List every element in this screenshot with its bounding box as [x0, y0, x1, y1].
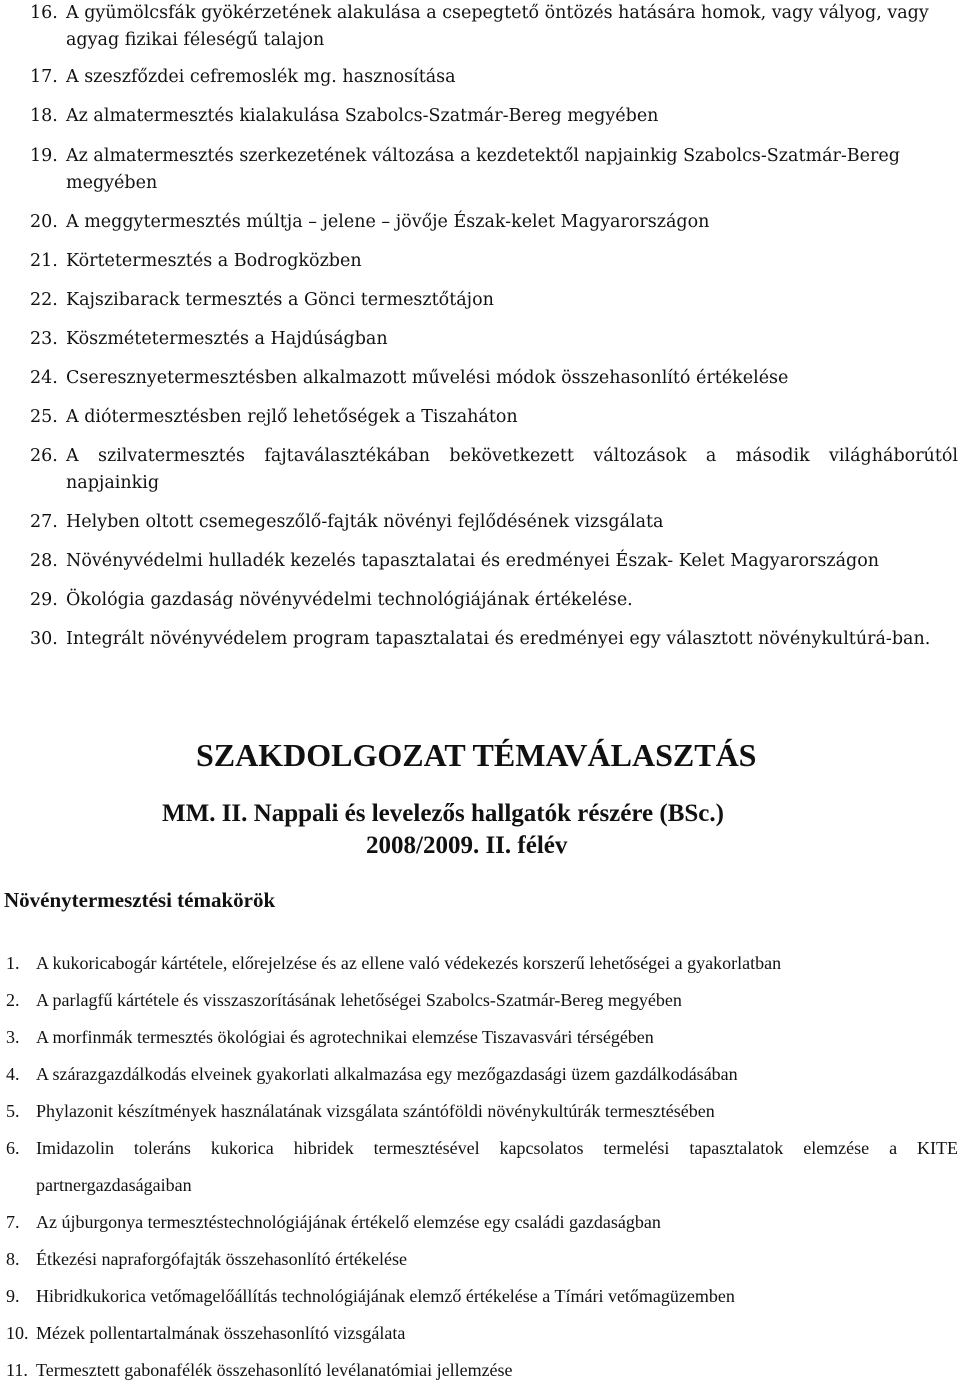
list-item	[30, 143, 958, 197]
list-item	[6, 1352, 958, 1389]
list-item	[30, 404, 958, 431]
item-text: Ökológia gazdaság növényvédelmi technológiájának értékelése.	[66, 590, 633, 610]
list-item	[30, 248, 958, 275]
item-text: Helyben oltott csemegeszőlő-fajták növényi fejlődésének vizsgálata	[66, 512, 664, 532]
item-number: 16.	[30, 3, 58, 23]
item-number: 6.	[6, 1138, 20, 1158]
item-number: 5.	[6, 1101, 20, 1121]
item-number: 11.	[6, 1360, 28, 1380]
list-item	[6, 1019, 958, 1056]
list-item	[6, 945, 958, 982]
item-number: 17.	[30, 67, 58, 87]
document-title: SZAKDOLGOZAT TÉMAVÁLASZTÁS	[196, 737, 757, 773]
topic-list-continued	[30, 0, 958, 653]
item-number: 7.	[6, 1212, 20, 1232]
item-text: Kajszibarack termesztés a Gönci termesztőtájon	[66, 290, 494, 310]
item-text: A gyümölcsfák gyökérzetének alakulása a csepegtető öntözés hatására homok, vagy vályog, vagy agyag fizikai féleségű talajon	[66, 3, 929, 50]
item-text: A kukoricabogár kártétele, előrejelzése és az ellene való védekezés korszerű lehetőségei a gyakorlatban	[36, 953, 782, 973]
list-item	[6, 1204, 958, 1241]
list-item	[30, 443, 958, 497]
item-text: A diótermesztésben rejlő lehetőségek a Tiszaháton	[66, 407, 518, 427]
item-number: 18.	[30, 106, 58, 126]
list-item	[6, 1241, 958, 1278]
item-text: Körtetermesztés a Bodrogközben	[66, 251, 362, 271]
list-item	[6, 1093, 958, 1130]
list-item	[30, 626, 958, 653]
item-text: A morfinmák termesztés ökológiai és agrotechnikai elemzése Tiszavasvári térségében	[36, 1027, 654, 1047]
topic-list	[6, 945, 958, 1389]
item-number: 27.	[30, 512, 58, 532]
item-text: Köszmétetermesztés a Hajdúságban	[66, 329, 388, 349]
item-text: Étkezési napraforgófajták összehasonlító értékelése	[36, 1249, 408, 1269]
list-item	[30, 287, 958, 314]
item-number: 24.	[30, 368, 58, 388]
list-item	[30, 0, 958, 54]
item-text: Phylazonit készítmények használatának vizsgálata szántóföldi növénykultúrák termesztésében	[36, 1101, 715, 1121]
list-item	[30, 548, 958, 575]
item-number: 23.	[30, 329, 58, 349]
item-number: 21.	[30, 251, 58, 271]
item-number: 30.	[30, 629, 58, 649]
item-number: 4.	[6, 1064, 20, 1084]
item-number: 20.	[30, 212, 58, 232]
item-text: Termesztett gabonafélék összehasonlító levélanatómiai jellemzése	[36, 1360, 513, 1380]
item-text: A szárazgazdálkodás elveinek gyakorlati alkalmazása egy mezőgazdasági üzem gazdálkodásában	[36, 1064, 738, 1084]
item-number: 22.	[30, 290, 58, 310]
item-text: Növényvédelmi hulladék kezelés tapasztalatai és eredményei Észak- Kelet Magyarországon	[66, 551, 880, 571]
list-item	[6, 1130, 958, 1204]
list-item	[6, 1056, 958, 1093]
item-number: 9.	[6, 1286, 20, 1306]
list-item	[6, 982, 958, 1019]
item-number: 29.	[30, 590, 58, 610]
item-text: Integrált növényvédelem program tapasztalatai és eredményei egy választott növénykultúrá-ban.	[66, 629, 931, 649]
item-text: Hibridkukorica vetőmagelőállítás technológiájának elemző értékelése a Tímári vetőmagüzemben	[36, 1286, 735, 1306]
item-text: Az almatermesztés szerkezetének változása a kezdetektől napjainkig Szabolcs-Szatmár-Bereg megyében	[66, 146, 900, 193]
item-text: A meggytermesztés múltja – jelene – jövője Észak-kelet Magyarországon	[66, 212, 710, 232]
list-item	[30, 365, 958, 392]
item-text: A szilvatermesztés fajtaválasztékában bekövetkezett változások a második világháborútól napjainkig	[66, 446, 958, 493]
item-number: 26.	[30, 446, 58, 466]
list-item	[30, 509, 958, 536]
list-item	[30, 326, 958, 353]
item-text: Az almatermesztés kialakulása Szabolcs-Szatmár-Bereg megyében	[66, 106, 659, 126]
item-text: Imidazolin toleráns kukorica hibridek termesztésével kapcsolatos termelési tapasztalatok elemzése a KITE partnergazdaságaiban	[36, 1138, 958, 1195]
item-number: 3.	[6, 1027, 20, 1047]
item-text: Cseresznyetermesztésben alkalmazott művelési módok összehasonlító értékelése	[66, 368, 789, 388]
item-number: 28.	[30, 551, 58, 571]
document-subtitle: MM. II. Nappali és levelezős hallgatók részére (BSc.)	[162, 800, 724, 827]
academic-term: 2008/2009. II. félév	[366, 832, 568, 859]
item-number: 1.	[6, 953, 20, 973]
item-text: Mézek pollentartalmának összehasonlító vizsgálata	[36, 1323, 406, 1343]
item-text: A szeszfőzdei cefremoslék mg. hasznosítása	[66, 67, 456, 87]
item-number: 19.	[30, 146, 58, 166]
item-number: 25.	[30, 407, 58, 427]
item-text: A parlagfű kártétele és visszaszorításának lehetőségei Szabolcs-Szatmár-Bereg megyében	[36, 990, 682, 1010]
list-item	[6, 1278, 958, 1315]
list-item	[30, 103, 958, 130]
section-heading: Növénytermesztési témakörök	[4, 888, 276, 912]
item-number: 10.	[6, 1323, 29, 1343]
item-text: Az újburgonya termesztéstechnológiájának értékelő elemzése egy családi gazdaságban	[36, 1212, 661, 1232]
list-item	[30, 587, 958, 614]
list-item	[6, 1315, 958, 1352]
item-number: 8.	[6, 1249, 20, 1269]
item-number: 2.	[6, 990, 20, 1010]
list-item	[30, 209, 958, 236]
list-item	[30, 64, 958, 91]
